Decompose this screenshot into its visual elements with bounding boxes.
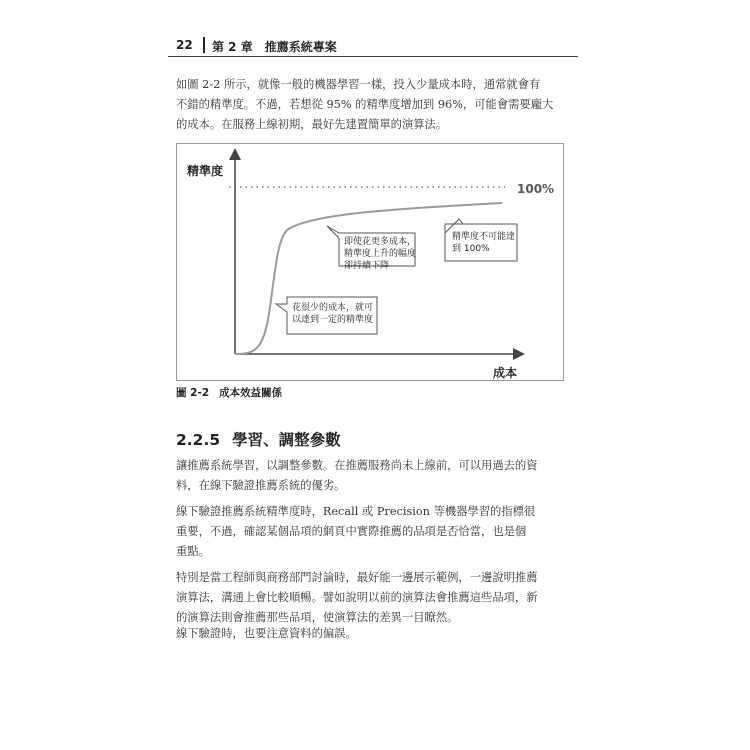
chapter-title: 第 2 章 推薦系統專案 bbox=[212, 40, 337, 54]
page-number: 22 bbox=[176, 38, 193, 52]
intro-line: 如圖 2-2 所示，就像一般的機器學習一樣，投入少量成本時，通常就會有 bbox=[176, 78, 541, 91]
paragraph-line: 特別是當工程師與商務部門討論時，最好能一邊展示範例，一邊說明推薦 bbox=[176, 571, 538, 584]
callout-line: 即使花更多成本， bbox=[344, 237, 417, 247]
body-paragraph bbox=[176, 624, 574, 644]
paragraph-line: 重要，不過，確認某個品項的網頁中實際推薦的品項是否恰當，也是個 bbox=[176, 525, 527, 538]
paragraph-line: 料，在線下驗證推薦系統的優劣。 bbox=[176, 479, 346, 492]
body-paragraph bbox=[176, 456, 574, 496]
x-axis-label: 成本 bbox=[493, 366, 518, 380]
callout-line: 精準度不可能達 bbox=[452, 232, 516, 242]
callout-diminishing-returns bbox=[344, 236, 416, 272]
callout-low-cost bbox=[292, 302, 373, 326]
callout-line: 卻持續下降 bbox=[344, 261, 390, 271]
intro-paragraph bbox=[176, 75, 574, 135]
callout-line: 以達到一定的精準度 bbox=[292, 315, 374, 325]
section-title: 學習、調整參數 bbox=[232, 431, 341, 449]
section-heading bbox=[176, 428, 341, 450]
paragraph-line: 重點。 bbox=[176, 545, 210, 558]
section-number: 2.2.5 bbox=[176, 431, 221, 449]
figure-cost-benefit bbox=[176, 143, 564, 381]
intro-line: 不錯的精準度。不過，若想從 95% 的精準度增加到 96%，可能會需要龐大 bbox=[176, 98, 554, 111]
figure-label: 圖 2-2 bbox=[176, 387, 210, 399]
callout-line: 到 100% bbox=[452, 244, 490, 254]
callout-line: 精準度上升的幅度 bbox=[344, 249, 417, 259]
body-paragraph bbox=[176, 568, 574, 628]
reference-line-label: 100% bbox=[517, 182, 555, 196]
figure-caption bbox=[176, 385, 292, 400]
running-header bbox=[168, 38, 578, 57]
paragraph-line: 線下驗證推薦系統精準度時，Recall 或 Precision 等機器學習的指標很 bbox=[176, 505, 536, 518]
callout-line: 花很少的成本，就可 bbox=[292, 303, 374, 313]
paragraph-line: 演算法，溝通上會比較順暢。譬如說明以前的演算法會推薦這些品項，新 bbox=[176, 591, 538, 604]
paragraph-line: 的演算法則會推薦那些品項，使演算法的差異一目瞭然。 bbox=[176, 611, 459, 624]
paragraph-line: 讓推薦系統學習，以調整參數。在推薦服務尚未上線前，可以用過去的資 bbox=[176, 459, 538, 472]
paragraph-line: 線下驗證時，也要注意資料的偏誤。 bbox=[176, 627, 357, 640]
figure-caption-text: 成本效益關係 bbox=[219, 387, 283, 399]
callout-never-100 bbox=[452, 231, 515, 255]
y-axis-label: 精準度 bbox=[187, 164, 224, 178]
header-divider bbox=[203, 37, 205, 53]
intro-line: 的成本。在服務上線初期，最好先建置簡單的演算法。 bbox=[176, 118, 448, 131]
body-paragraph bbox=[176, 502, 574, 562]
